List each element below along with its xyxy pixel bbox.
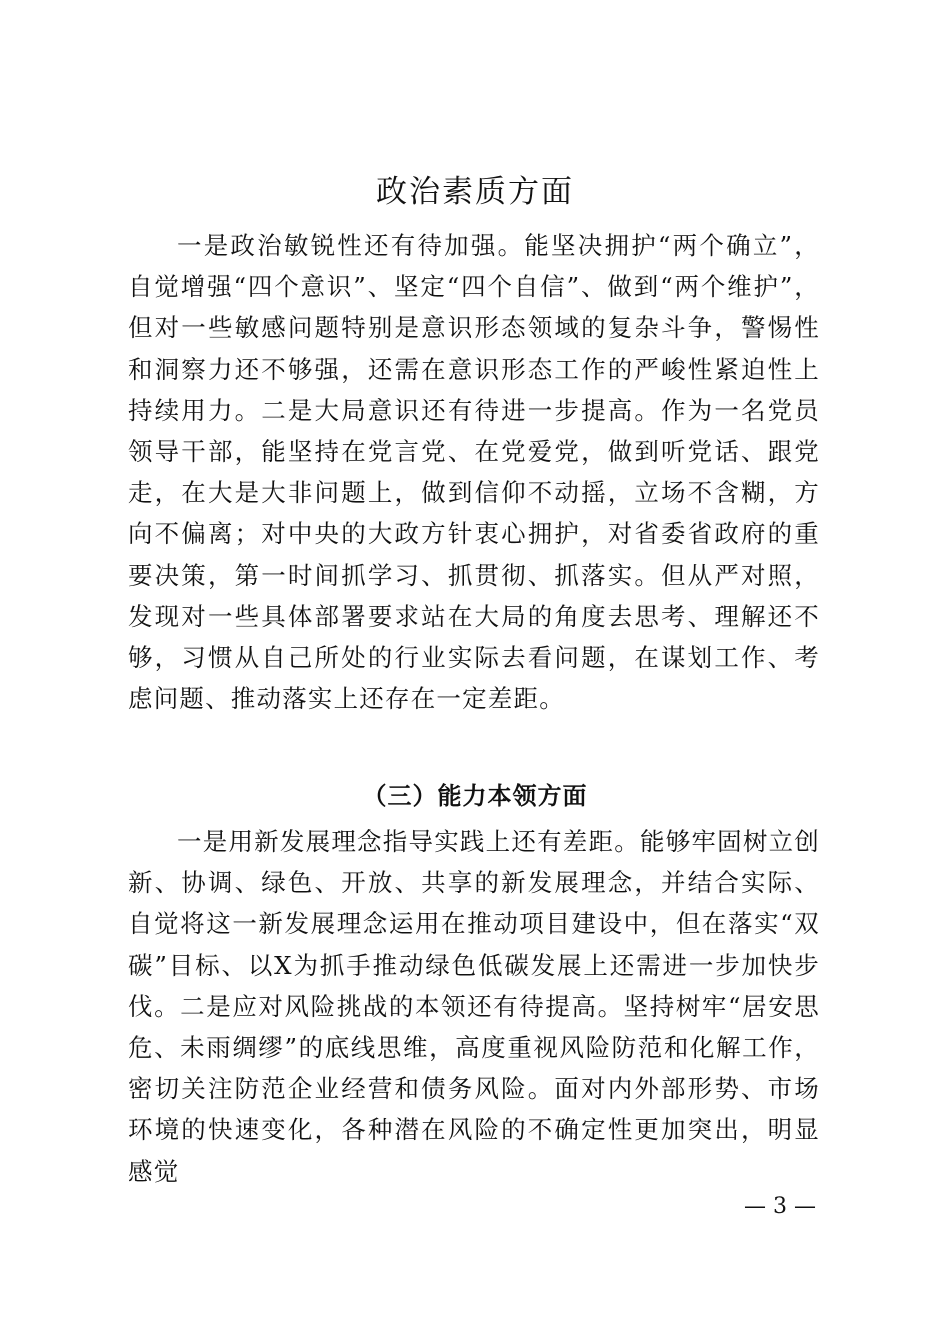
- paragraph-political-quality: 一是政治敏锐性还有待加强。能坚决拥护“两个确立”，自觉增强“四个意识”、坚定“四个自信”、做到“两个维护”，但对一些敏感问题特别是意识形态领域的复杂斗争，警惕性和洞察力还不够强，还需在意识形态工作的严峻性紧迫性上持续用力。二是大局意识还有待进一步提高。作为一名党员领导干部，能坚持在党言党、在党爱党，做到听党话、跟党走，在大是大非问题上，做到信仰不动摇，立场不含糊，方向不偏离；对中央的大政方针衷心拥护，对省委省政府的重要决策，第一时间抓学习、抓贯彻、抓落实。但从严对照，发现对一些具体部署要求站在大局的角度去思考、理解还不够，习惯从自己所处的行业实际去看问题，在谋划工作、考虑问题、推动落实上还存在一定差距。: [128, 231, 820, 714]
- paragraph-ability: 一是用新发展理念指导实践上还有差距。能够牢固树立创新、协调、绿色、开放、共享的新发展理念，并结合实际、自觉将这一新发展理念运用在推动项目建设中，但在落实“双碳”目标、以X为抓手推动绿色低碳发展上还需进一步加快步伐。二是应对风险挑战的本领还有待提高。坚持树牢“居安思危、未雨绸缪”的底线思维，高度重视风险防范和化解工作，密切关注防范企业经营和债务风险。面对内外部形势、市场环境的快速变化，各种潜在风险的不确定性更加突出，明显感觉: [128, 827, 820, 1186]
- section-heading-ability: （三）能力本领方面: [362, 781, 588, 810]
- page-number: — 3 —: [744, 1194, 816, 1219]
- page-title: 政治素质方面: [376, 174, 574, 210]
